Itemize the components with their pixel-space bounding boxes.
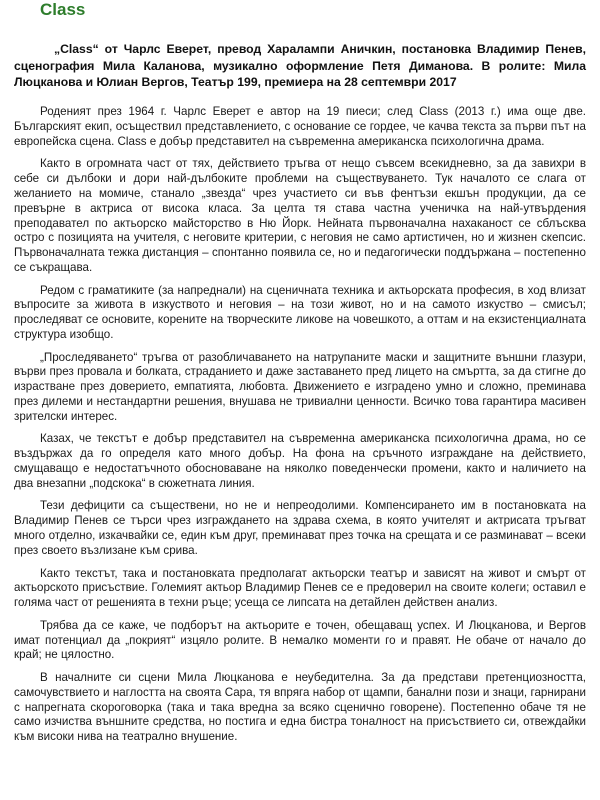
paragraph-2: Както в огромната част от тях, действието тръгва от нещо съвсем всекидневно, за да завихри в себе си дълбоки и дори най-дълбоките проблеми на съществуването. Тук началото се слага от желанието на момиче, станало „звезда“ чрез участието си във фентъзи екшън продукции, да се превърне в актриса от висока класа. За целта тя става частна ученичка на най-утвърдения преподавател по актьорско майсторство в Ню Йорк. Нейната първоначална нахаканост се сблъсква остро с позицията на учителя, с неговите критерии, с неговия не само артистичен, но и жизнен скепсис. Първоначалната тежка дистанция – спонтанно появила се, но и педагогически поддържана – постепенно се съкращава. (14, 156, 586, 275)
paragraph-8: Трябва да се каже, че подборът на актьорите е точен, обещаващ успех. И Люцканова, и Вергов имат потенциал да „покрият“ изцяло ролите. В немалко моменти го и правят. Не обаче от начало до край; не цялостно. (14, 618, 586, 662)
paragraph-3: Редом с граматиките (за напреднали) на сценичната техника и актьорската професия, в ход влизат въпросите за живота в изкуството и неговия – на този живот, но и на самото изкуство – смисъл; проследяват се основите, корените на творческите ликове на човешкото, а оттам и на екзистенциалната структура изобщо. (14, 283, 586, 342)
production-credits: „Class“ от Чарлс Еверет, превод Харалампи Аничкин, постановка Владимир Пенев, сценография Мила Каланова, музикално оформление Петя Диманова. В ролите: Мила Люцканова и Юлиан Вергов, Театър 199, премиера на 28 септември 2017 (14, 42, 586, 90)
article-body (14, 105, 586, 745)
paragraph-4: „Проследяването“ тръгва от разобличаването на натрупаните маски и защитните външни глазури, върви през провала и болката, страданието и даже заставането пред лицето на смъртта, за да стигне до израстване през доверието, емпатията, любовта. Движението е изградено умно и сложно, преминава през дилеми и нестандартни решения, внушава не тривиални ценности. Всичко това гарантира масивен зрителски интерес. (14, 350, 586, 424)
paragraph-7: Както текстът, така и постановката предполагат актьорски театър и зависят на живот и смърт от актьорското присъствие. Големият актьор Владимир Пенев се е предоверил на своите колеги; оставил е голяма част от решенията в техни ръце; усеща се липсата на детайлен действен анализ. (14, 566, 586, 610)
paragraph-1: Роденият през 1964 г. Чарлс Еверет е автор на 19 пиеси; след Class (2013 г.) има още две. Българският екип, осъществил представлението, с основание се гордее, че качва текста за първи път на европейска сцена. Class е добър представител на съвременна американска психологична драма. (14, 104, 586, 148)
paragraph-6: Тези дефицити са съществени, но не и непреодолими. Компенсирането им в постановката на Владимир Пенев се търси чрез изграждането на здрава схема, в която учителят и актрисата тръгват много отделно, изкачвайки се, един към друг, преминават през точка на срещата и се разминават – всеки през своето възлизане към срива. (14, 499, 586, 558)
paragraph-5: Казах, че текстът е добър представител на съвременна американска психологична драма, но се въздържах да го определя като много добър. На фона на сръчното изграждане на действието, смущаващо е недостатъчното обосноваване на няколко поведенчески промени, както и наличието на два внезапни „подскока“ в сюжетната линия. (14, 432, 586, 491)
article-title: Class (40, 0, 86, 19)
paragraph-9: В началните си сцени Мила Люцканова е неубедителна. За да представи претенциозността, самочувствието и наглостта на своята Сара, тя впряга набор от щампи, банални пози и знаци, гарнирани с напрегната скороговорка (така и така вредна за всяко сценично говорене). Постепенно обаче тя не само изчиства външните средства, но постига и една бистра тоналност на присъствието си, отвеждайки към високи нива на театрално внушение. (14, 670, 586, 744)
